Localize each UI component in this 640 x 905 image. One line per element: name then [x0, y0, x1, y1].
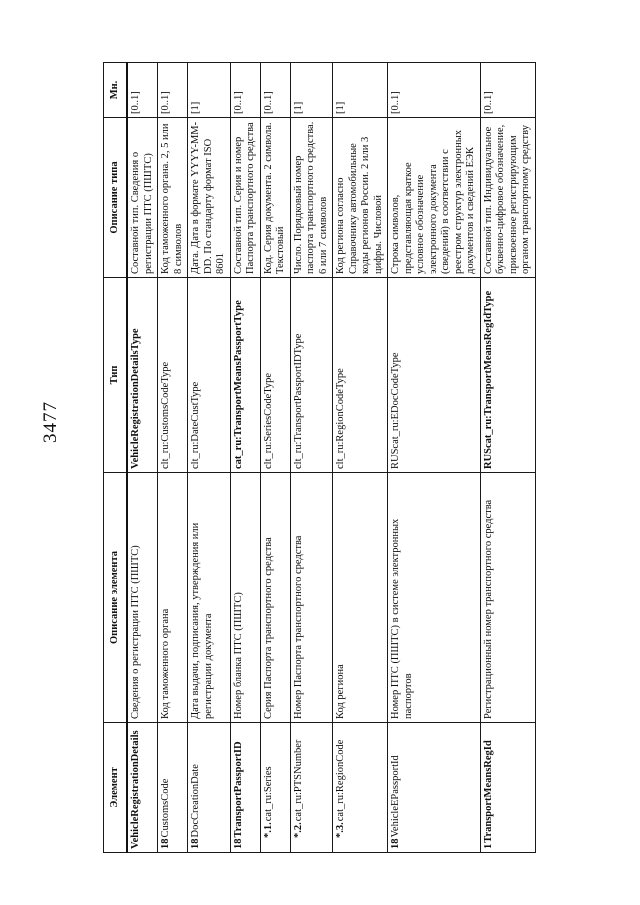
cell-element [260, 723, 290, 853]
row-number: 18 [190, 838, 201, 849]
cell-type-desc: Код региона согласно Справочнику автомобильные коды регионов России. 2 или 3 цифры. Числовой [333, 118, 388, 278]
header-element-desc: Описание элемента [104, 473, 128, 723]
row-number: *.3. [335, 822, 346, 838]
table-row [290, 63, 333, 853]
cell-element-desc: Регистрационный номер транспортного средства [480, 473, 535, 723]
cell-element-desc: Сведения о регистрации ПТС (ПШТС) [127, 473, 158, 723]
cell-type: clt_ru:RegionCodeType [333, 278, 388, 473]
cell-element [188, 723, 231, 853]
element-name: CustomsCode [160, 778, 171, 838]
cell-type-desc: Составной тип. Серия и номер Паспорта транспортного средства [230, 118, 260, 278]
cell-element-desc: Номер бланка ПТС (ПШТС) [230, 473, 260, 723]
header-type: Тип [104, 278, 128, 473]
element-name: cat_ru:Series [262, 766, 274, 822]
row-number: *.2. [292, 822, 304, 838]
table-row [388, 63, 481, 853]
cell-element-desc: Дата выдачи, подписания, утверждения или регистрации документа [188, 473, 231, 723]
table-row [127, 63, 158, 853]
row-number: 1 [482, 843, 494, 849]
elements-table [103, 62, 536, 853]
cell-element [480, 723, 535, 853]
row-number: 18 [390, 838, 401, 849]
cell-element-desc: Серия Паспорта транспортного средства [260, 473, 290, 723]
cell-type: clt_ru:CustomsCodeType [158, 278, 188, 473]
cell-type: clt_ru:SeriesCodeType [260, 278, 290, 473]
cell-type-desc: Строка символов, представляющая краткое условное обозначение электронного документа (сведений) в соответствии с реестром структур электронных документов и сведений ЕЭК [388, 118, 481, 278]
cell-type: clt_ru:TransportPassportIDType [290, 278, 333, 473]
cell-type-desc: Код таможенного органа. 2, 5 или 8 символов [158, 118, 188, 278]
element-name: VehicleRegistrationDetails [130, 730, 141, 849]
cell-element-desc: Код таможенного органа [158, 473, 188, 723]
cell-element [388, 723, 481, 853]
table-row [260, 63, 290, 853]
cell-mn: [0..1] [388, 63, 481, 118]
cell-mn: [1] [188, 63, 231, 118]
cell-element-desc: Код региона [333, 473, 388, 723]
cell-element [230, 723, 260, 853]
cell-mn: [0..1] [480, 63, 535, 118]
cell-type-desc: Код. Серия документа. 2 символа. Текстовый [260, 118, 290, 278]
cell-type: clt_ru:DateCustType [188, 278, 231, 473]
page-number: 3477 [40, 401, 61, 443]
cell-element-desc: Номер Паспорта транспортного средства [290, 473, 333, 723]
row-number: 18 [160, 838, 171, 849]
row-number: 18 [232, 838, 244, 849]
table-body [127, 63, 535, 853]
cell-type-desc: Составной тип. Индивидуальное буквенно-цифровое обозначение, присвоенное регистрирующим органом транспортному средству [480, 118, 535, 278]
cell-type: RUScat_ru:EDocCodeType [388, 278, 481, 473]
table-row [158, 63, 188, 853]
header-mn: Мн. [104, 63, 128, 118]
element-name: VehicleEPassportId [390, 755, 401, 838]
cell-element [127, 723, 158, 853]
element-name: TransportPassportID [232, 741, 244, 838]
rotated-table-sheet [103, 63, 543, 853]
cell-type-desc: Дата. Дата в формате YYYY-MM-DD. По стандарту формат ISO 8601 [188, 118, 231, 278]
element-name: cat_ru:RegionCode [335, 739, 346, 822]
cell-element [290, 723, 333, 853]
cell-element [158, 723, 188, 853]
table-header-row [104, 63, 128, 853]
header-element: Элемент [104, 723, 128, 853]
cell-mn: [0..1] [127, 63, 158, 118]
element-name: cat_ru:PTSNumber [292, 739, 304, 822]
table-row [480, 63, 535, 853]
cell-mn: [0..1] [158, 63, 188, 118]
cell-mn: [0..1] [230, 63, 260, 118]
cell-mn: [0..1] [260, 63, 290, 118]
cell-mn: [1] [333, 63, 388, 118]
cell-mn: [1] [290, 63, 333, 118]
cell-type: RUScat_ru:TransportMeansRegIdType [480, 278, 535, 473]
cell-type-desc: Число. Порядковый номер паспорта транспортного средства. 6 или 7 символов [290, 118, 333, 278]
table-row [333, 63, 388, 853]
row-number: *.1. [262, 822, 274, 838]
cell-type: cat_ru:TransportMeansPassportType [230, 278, 260, 473]
cell-type: VehicleRegistrationDetailsType [127, 278, 158, 473]
table-row [188, 63, 231, 853]
cell-element-desc: Номер ПТС (ПШТС) в системе электронных паспортов [388, 473, 481, 723]
element-name: TransportMeansRegId [482, 740, 494, 843]
table-row [230, 63, 260, 853]
cell-element [333, 723, 388, 853]
cell-type-desc: Составной тип. Сведения о регистрации ПТС (ПШТС) [127, 118, 158, 278]
element-name: DocCreationDate [190, 764, 201, 838]
header-type-desc: Описание типа [104, 118, 128, 278]
